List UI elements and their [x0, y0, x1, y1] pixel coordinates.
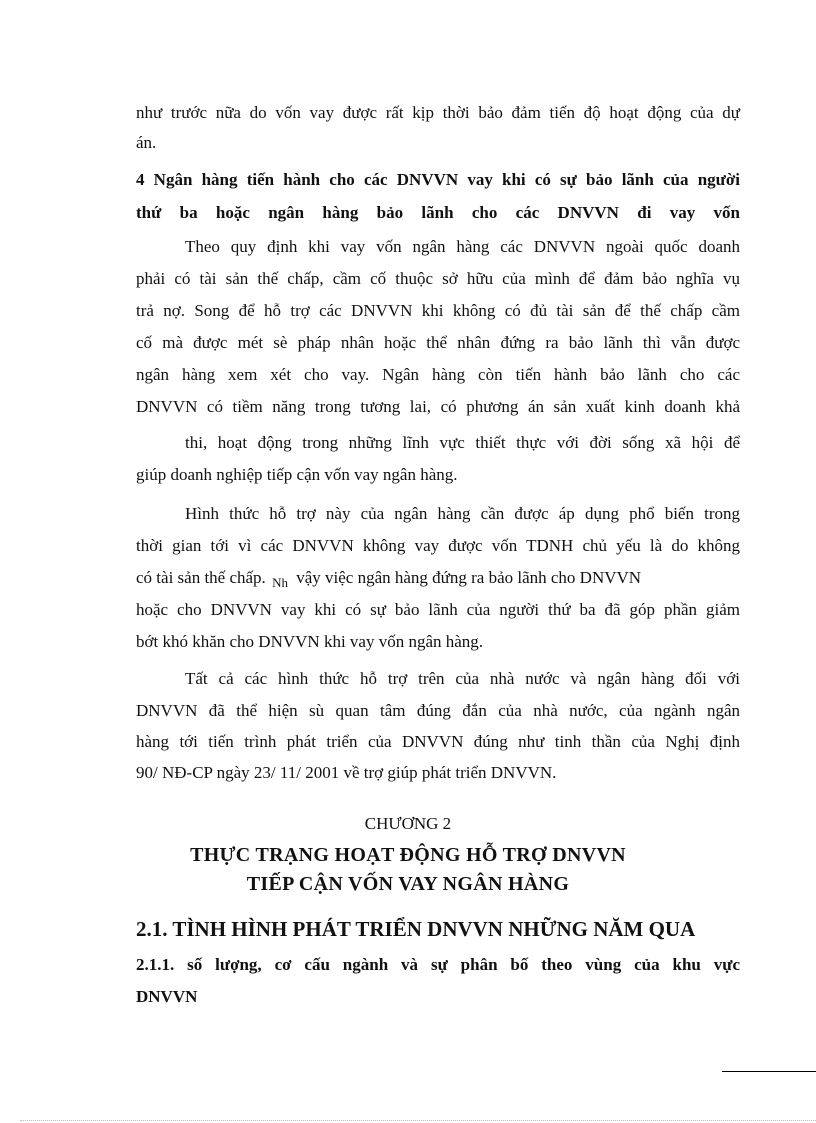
section-heading: 4 Ngân hàng tiến hành cho các DNVVN vay khi có sự bảo lãnh của người [136, 170, 740, 189]
body-text-line: bớt khó khăn cho DNVVN khi vay vốn ngân hàng. [136, 632, 484, 651]
body-text-line: như trước nữa do vốn vay được rất kịp thời bảo đảm tiến độ hoạt động của dự [136, 103, 740, 122]
footnote-rule [722, 1071, 816, 1072]
chapter-title: TIẾP CẬN VỐN VAY NGÂN HÀNG [246, 873, 570, 895]
body-text-line: hàng tới tiến trình phát triển của DNVVN đúng như tinh thần của Nghị định [136, 732, 740, 751]
body-text-line: Hình thức hỗ trợ này của ngân hàng cần được áp dụng phổ biến trong [185, 504, 740, 523]
body-text-segment: vậy việc ngân hàng đứng ra bảo lãnh cho DNVVN [296, 568, 642, 587]
body-text-line: giúp doanh nghiệp tiếp cận vốn vay ngân hàng. [136, 465, 458, 484]
body-text-line: thời gian tới vì các DNVVN không vay được vốn TDNH chủ yếu là do không [136, 536, 740, 555]
body-text-line: cố mà được mét sè pháp nhân hoặc thể nhân đứng ra bảo lãnh thì vẫn được [136, 333, 740, 352]
chapter-label: CHƯƠNG 2 [364, 814, 452, 833]
body-text-line: 90/ NĐ-CP ngày 23/ 11/ 2001 về trợ giúp phát triển DNVVN. [136, 763, 557, 782]
body-text-line [136, 567, 740, 590]
body-text-line: Theo quy định khi vay vốn ngân hàng các DNVVN ngoài quốc doanh [185, 237, 740, 256]
body-text-segment: có tài sản thế chấp. [136, 568, 266, 587]
subscript-text: Nh [272, 575, 288, 590]
page-bottom-border [20, 1120, 816, 1121]
body-text-line: Tất cả các hình thức hỗ trợ trên của nhà nước và ngân hàng đối với [185, 669, 740, 688]
subsection-title: 2.1.1. số lượng, cơ cấu ngành và sự phân bố theo vùng của khu vực [136, 955, 740, 974]
body-text-line: trả nợ. Song để hỗ trợ các DNVVN khi không có đủ tài sản để thế chấp cầm [136, 301, 740, 320]
section-heading: thứ ba hoặc ngân hàng bảo lãnh cho các DNVVN đi vay vốn [136, 203, 740, 222]
body-text-line: DNVVN đã thể hiện sù quan tâm đúng đắn của nhà nước, của ngành ngân [136, 701, 740, 720]
body-text-line: ngân hàng xem xét cho vay. Ngân hàng còn tiến hành bảo lãnh cho các [136, 365, 740, 384]
subsection-title: DNVVN [136, 987, 198, 1006]
body-text-line: hoặc cho DNVVN vay khi có sự bảo lãnh của người thứ ba đã góp phần giảm [136, 600, 740, 619]
body-text-line: án. [136, 133, 157, 152]
body-text-line: DNVVN có tiềm năng trong tương lai, có phương án sản xuất kinh doanh khả [136, 397, 740, 416]
section-title: 2.1. TÌNH HÌNH PHÁT TRIỂN DNVVN NHỮNG NĂM QUA [136, 917, 696, 941]
body-text-line: thi, hoạt động trong những lĩnh vực thiết thực với đời sống xã hội để [185, 433, 740, 452]
body-text-line: phải có tài sản thế chấp, cầm cố thuộc sở hữu của mình để đảm bảo nghĩa vụ [136, 269, 740, 288]
chapter-title: THỰC TRẠNG HOẠT ĐỘNG HỖ TRỢ DNVVN [190, 844, 626, 866]
